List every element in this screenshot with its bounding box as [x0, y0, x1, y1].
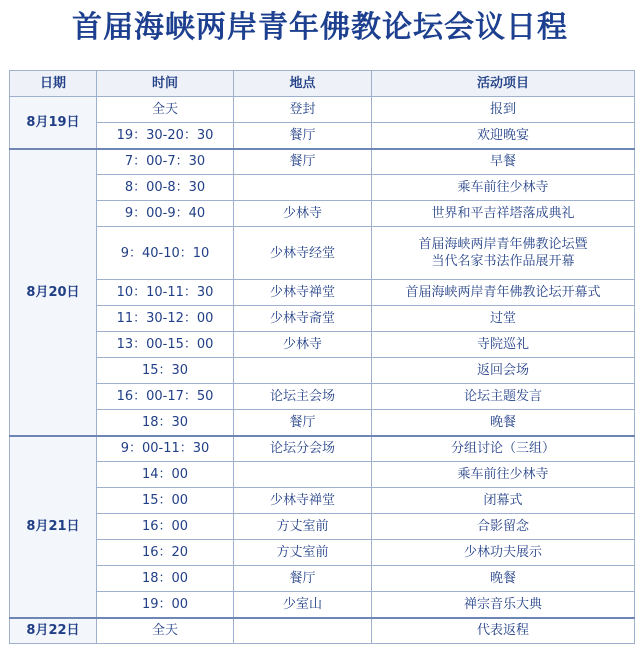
header-place: 地点: [234, 71, 372, 97]
time-cell: 15：30: [97, 358, 234, 384]
date-cell: 8月22日: [10, 618, 97, 644]
table-row: [10, 201, 635, 227]
activity-cell: [372, 592, 635, 618]
table-row: [10, 358, 635, 384]
place-cell: 方丈室前: [234, 540, 372, 566]
activity-cell: [372, 306, 635, 332]
time-cell: 13：00-15：00: [97, 332, 234, 358]
activity-cell: [372, 280, 635, 306]
activity-cell: [372, 488, 635, 514]
activity-line: 过堂: [489, 311, 516, 326]
table-row: [10, 97, 635, 123]
activity-cell: [372, 149, 635, 175]
time-cell: 15：00: [97, 488, 234, 514]
table-row: [10, 618, 635, 644]
time-cell: 14：00: [97, 462, 234, 488]
time-cell: 18：30: [97, 410, 234, 436]
activity-cell: [372, 566, 635, 592]
time-cell: 19：30-20：30: [97, 123, 234, 149]
place-cell: 少林寺禅堂: [234, 488, 372, 514]
table-row: [10, 149, 635, 175]
place-cell: [234, 462, 372, 488]
time-cell: 16：20: [97, 540, 234, 566]
table-row: [10, 410, 635, 436]
time-cell: 16：00: [97, 514, 234, 540]
activity-cell: [372, 175, 635, 201]
place-cell: 餐厅: [234, 123, 372, 149]
activity-cell: [372, 332, 635, 358]
table-row: [10, 540, 635, 566]
place-cell: 少林寺: [234, 201, 372, 227]
time-cell: 18：00: [97, 566, 234, 592]
place-cell: 少林寺斋堂: [234, 306, 372, 332]
activity-line: 乘车前往少林寺: [457, 467, 549, 482]
activity-line: 欢迎晚宴: [476, 127, 529, 143]
date-cell: 8月20日: [10, 149, 97, 436]
activity-cell: [372, 618, 635, 644]
activity-cell: [372, 358, 635, 384]
place-cell: 餐厅: [234, 566, 372, 592]
place-cell: 少林寺: [234, 332, 372, 358]
schedule-table: [9, 70, 635, 644]
table-row: [10, 227, 635, 280]
time-cell: 全天: [97, 618, 234, 644]
place-cell: 方丈室前: [234, 514, 372, 540]
activity-line: 闭幕式: [483, 493, 523, 508]
date-cell: 8月19日: [10, 97, 97, 149]
date-cell: 8月21日: [10, 436, 97, 618]
table-row: [10, 566, 635, 592]
table-row: [10, 332, 635, 358]
activity-cell: [372, 227, 635, 280]
time-cell: 11：30-12：00: [97, 306, 234, 332]
header-date: 日期: [10, 71, 97, 97]
table-row: [10, 436, 635, 462]
place-cell: 少林寺经堂: [234, 227, 372, 280]
place-cell: 论坛分会场: [234, 436, 372, 462]
header-activity: 活动项目: [372, 71, 635, 97]
activity-line: 早餐: [489, 154, 516, 170]
activity-line: 首届海峡两岸青年佛教论坛暨: [418, 237, 588, 252]
activity-cell: [372, 514, 635, 540]
activity-line: 首届海峡两岸青年佛教论坛开幕式: [405, 285, 601, 300]
schedule-body: [10, 97, 635, 644]
header-time: 时间: [97, 71, 234, 97]
activity-cell: [372, 410, 635, 436]
table-row: [10, 384, 635, 410]
activity-line: 寺院巡礼: [476, 337, 529, 352]
table-row: [10, 488, 635, 514]
place-cell: [234, 175, 372, 201]
time-cell: 16：00-17：50: [97, 384, 234, 410]
table-row: [10, 175, 635, 201]
table-row: [10, 123, 635, 149]
time-cell: 7：00-7：30: [97, 149, 234, 175]
activity-line: 分组讨论（三组）: [450, 441, 555, 457]
place-cell: [234, 358, 372, 384]
place-cell: 餐厅: [234, 410, 372, 436]
activity-line: 禅宗音乐大典: [463, 596, 542, 612]
place-cell: 餐厅: [234, 149, 372, 175]
place-cell: 少室山: [234, 592, 372, 618]
activity-cell: [372, 462, 635, 488]
page-title: 首届海峡两岸青年佛教论坛会议日程: [72, 10, 568, 45]
place-cell: 登封: [234, 97, 372, 123]
activity-cell: [372, 384, 635, 410]
time-cell: 8：00-8：30: [97, 175, 234, 201]
table-row: [10, 280, 635, 306]
activity-line: 报到: [489, 102, 516, 117]
activity-cell: [372, 201, 635, 227]
activity-line: 论坛主题发言: [463, 389, 542, 404]
activity-line: 当代名家书法作品展开幕: [431, 254, 575, 269]
activity-cell: [372, 540, 635, 566]
activity-line: 返回会场: [476, 363, 529, 378]
table-row: [10, 462, 635, 488]
activity-cell: [372, 123, 635, 149]
time-cell: 19：00: [97, 592, 234, 618]
activity-cell: [372, 436, 635, 462]
time-cell: 10：10-11：30: [97, 280, 234, 306]
activity-line: 世界和平吉祥塔落成典礼: [431, 206, 575, 221]
activity-line: 代表返程: [476, 623, 529, 639]
time-cell: 全天: [97, 97, 234, 123]
table-row: [10, 592, 635, 618]
table-row: [10, 514, 635, 540]
time-cell: 9：00-11：30: [97, 436, 234, 462]
activity-line: 少林功夫展示: [463, 545, 542, 560]
activity-line: 乘车前往少林寺: [457, 180, 549, 195]
table-header-row: [10, 71, 635, 97]
place-cell: [234, 618, 372, 644]
activity-cell: [372, 97, 635, 123]
activity-line: 晚餐: [489, 414, 516, 430]
place-cell: 论坛主会场: [234, 384, 372, 410]
time-cell: 9：00-9：40: [97, 201, 234, 227]
activity-line: 合影留念: [476, 519, 529, 534]
activity-line: 晚餐: [489, 571, 516, 586]
time-cell: 9：40-10：10: [97, 227, 234, 280]
table-row: [10, 306, 635, 332]
place-cell: 少林寺禅堂: [234, 280, 372, 306]
